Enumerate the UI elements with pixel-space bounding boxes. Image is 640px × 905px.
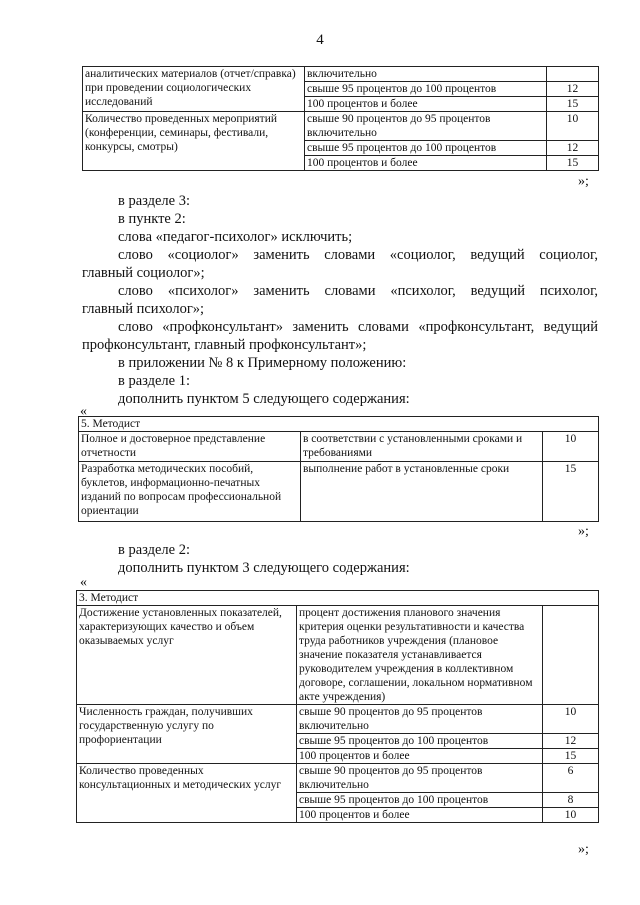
condition-cell: свыше 95 процентов до 100 процентов <box>305 82 547 97</box>
score-cell <box>547 67 599 82</box>
methodist-table-section2 <box>76 590 599 823</box>
condition-cell: свыше 95 процентов до 100 процентов <box>305 141 547 156</box>
condition-cell: свыше 95 процентов до 100 процентов <box>297 734 543 749</box>
closing-quote: »; <box>578 174 589 189</box>
text-line: дополнить пунктом 3 следующего содержания: <box>118 560 410 576</box>
table-row <box>83 112 599 141</box>
score-cell: 10 <box>543 432 599 462</box>
text-line: в разделе 1: <box>118 373 191 389</box>
table-row <box>83 67 599 82</box>
methodist-table-section1 <box>78 416 599 522</box>
paragraph-line: профконсультант, главный профконсультант»; <box>82 337 367 353</box>
table-row <box>79 462 599 522</box>
paragraph-line: главный психолог»; <box>82 301 205 317</box>
condition-cell: 100 процентов и более <box>297 808 543 823</box>
opening-quote: « <box>80 404 87 419</box>
closing-quote: »; <box>578 842 589 857</box>
score-cell: 15 <box>547 97 599 112</box>
condition-cell: 100 процентов и более <box>305 97 547 112</box>
condition-cell: свыше 90 процентов до 95 процентов включительно <box>305 112 547 141</box>
criteria-table-continuation <box>82 66 599 171</box>
score-cell: 6 <box>543 764 599 793</box>
closing-quote: »; <box>578 524 589 539</box>
criterion-cell: Количество проведенных мероприятий (конференции, семинары, фестивали, конкурсы, смотры) <box>83 112 305 171</box>
criterion-cell: аналитических материалов (отчет/справка) при проведении социологических исследований <box>83 67 305 112</box>
text-line: в разделе 3: <box>118 193 191 209</box>
opening-quote: « <box>80 575 87 590</box>
text-line: в приложении № 8 к Примерному положению: <box>118 355 407 371</box>
table-row <box>79 432 599 462</box>
condition-cell: 100 процентов и более <box>305 156 547 171</box>
paragraph-line: слово «профконсультант» заменить словами «профконсультант, ведущий <box>118 319 598 335</box>
paragraph-line: главный социолог»; <box>82 265 205 281</box>
page-number: 4 <box>316 32 324 48</box>
score-cell: 15 <box>543 749 599 764</box>
paragraph-line: слово «психолог» заменить словами «психолог, ведущий психолог, <box>118 283 598 299</box>
paragraph <box>82 246 598 282</box>
score-cell: 12 <box>547 82 599 97</box>
score-cell: 12 <box>547 141 599 156</box>
table-title-row <box>79 417 599 432</box>
score-cell: 15 <box>547 156 599 171</box>
score-cell: 12 <box>543 734 599 749</box>
criterion-cell: Количество проведенных консультационных и методических услуг <box>77 764 297 823</box>
criterion-cell: Достижение установленных показателей, характеризующих качество и объем оказываемых услуг <box>77 606 297 705</box>
text-line: слова «педагог-психолог» исключить; <box>118 229 353 245</box>
text-line: в пункте 2: <box>118 211 186 227</box>
text-line: в разделе 2: <box>118 542 191 558</box>
table-row <box>77 764 599 793</box>
condition-cell: свыше 90 процентов до 95 процентов включительно <box>297 705 543 734</box>
paragraph-line: слово «социолог» заменить словами «социолог, ведущий социолог, <box>118 247 598 263</box>
condition-cell: свыше 95 процентов до 100 процентов <box>297 793 543 808</box>
condition-cell: в соответствии с установленными сроками и требованиями <box>301 432 543 462</box>
condition-cell: свыше 90 процентов до 95 процентов включительно <box>297 764 543 793</box>
score-cell: 10 <box>547 112 599 141</box>
condition-cell: включительно <box>305 67 547 82</box>
score-cell <box>543 606 599 705</box>
table-title-row <box>77 591 599 606</box>
text-line: дополнить пунктом 5 следующего содержания: <box>118 391 410 407</box>
score-cell: 10 <box>543 705 599 734</box>
criterion-cell: Полное и достоверное представление отчетности <box>79 432 301 462</box>
table-row <box>77 705 599 734</box>
condition-cell: выполнение работ в установленные сроки <box>301 462 543 522</box>
score-cell: 15 <box>543 462 599 522</box>
score-cell: 10 <box>543 808 599 823</box>
criterion-cell: Разработка методических пособий, буклетов, информационно-печатных изданий по вопросам профессиональной ориентации <box>79 462 301 522</box>
criterion-cell: Численность граждан, получивших государственную услугу по профориентации <box>77 705 297 764</box>
table-row <box>77 606 599 705</box>
table-title: 3. Методист <box>77 591 599 606</box>
score-cell: 8 <box>543 793 599 808</box>
table-title: 5. Методист <box>79 417 599 432</box>
condition-cell: 100 процентов и более <box>297 749 543 764</box>
condition-cell: процент достижения планового значения критерия оценки результативности и качества труда работников учреждения (плановое значение показателя устанавливается руководителем учреждения в коллективном договоре, соглашении, локальном нормативном акте учреждения) <box>297 606 543 705</box>
paragraph <box>82 318 598 354</box>
paragraph <box>82 282 598 318</box>
